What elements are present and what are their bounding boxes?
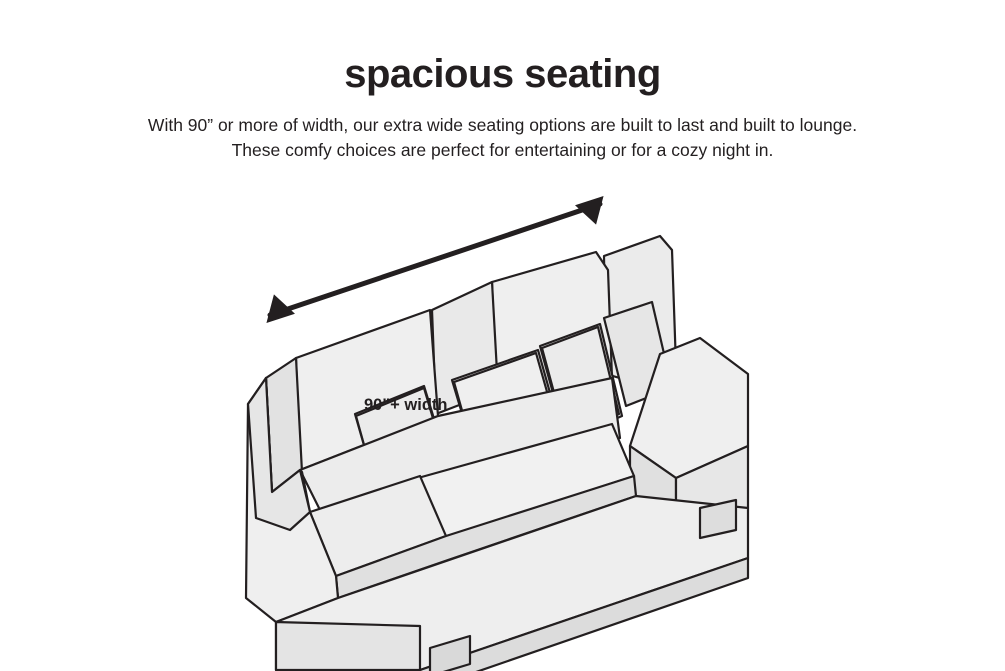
foot-right: [700, 500, 736, 538]
sofa-base-left-face: [276, 622, 420, 670]
sofa-body: [246, 236, 748, 671]
sofa-line-drawing-svg: [0, 178, 1005, 671]
subcopy-block: [0, 113, 1005, 164]
sofa-illustration: [0, 178, 1005, 671]
dimension-label: 90"+ width: [364, 396, 448, 414]
subcopy-line-1: With 90” or more of width, our extra wide seating options are built to last and built to lounge.: [147, 115, 858, 135]
subcopy-line-2: These comfy choices are perfect for entertaining or for a cozy night in.: [231, 140, 774, 161]
page-title: spacious seating: [344, 52, 661, 96]
